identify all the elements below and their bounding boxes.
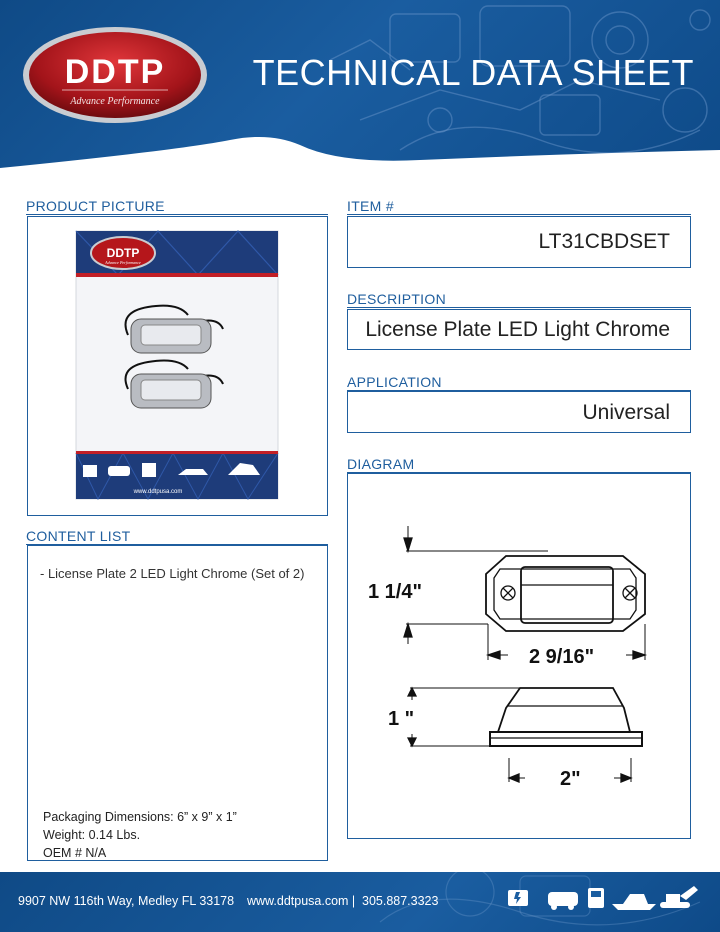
footer-website[interactable]: www.ddtpusa.com |: [247, 894, 356, 908]
content-list-label: CONTENT LIST: [26, 528, 131, 544]
application-value: Universal: [582, 401, 670, 424]
application-label: APPLICATION: [347, 374, 442, 390]
base-dimension-label: 2": [560, 768, 581, 790]
page-title: TECHNICAL DATA SHEET: [252, 52, 694, 93]
item-rule: [347, 214, 691, 215]
diagram-box: [347, 473, 691, 839]
page-footer: [0, 872, 720, 932]
content-item: - License Plate 2 LED Light Chrome (Set of 2): [40, 566, 305, 581]
truck-icon: [588, 888, 604, 908]
height-dimension-label: 1 1/4": [368, 581, 422, 603]
logo-tagline: Advance Performance: [70, 96, 160, 107]
product-picture-rule: [26, 214, 328, 215]
footer-address: 9907 NW 116th Way, Medley FL 33178: [18, 894, 235, 908]
item-label: ITEM #: [347, 198, 394, 214]
oem-number: OEM # N/A: [43, 846, 107, 860]
footer-vehicle-icons: [508, 884, 708, 924]
footer-phone: 305.887.3323: [362, 894, 439, 908]
boat-icon: [612, 894, 656, 910]
bag-logo-tagline: Advance Performance: [105, 260, 141, 265]
depth-dimension-label: 1 ": [388, 708, 415, 730]
description-value: License Plate LED Light Chrome: [365, 318, 670, 341]
product-picture-label: PRODUCT PICTURE: [26, 198, 165, 214]
application-box: [347, 391, 691, 433]
bag-logo-text: DDTP: [106, 246, 140, 260]
packaging-dimensions: Packaging Dimensions: 6” x 9” x 1”: [43, 810, 237, 824]
description-label: DESCRIPTION: [347, 291, 446, 307]
description-box: [347, 309, 691, 350]
width-dimension-label: 2 9/16": [529, 646, 595, 668]
dimension-diagram: [348, 474, 690, 838]
ddtp-logo: [22, 26, 208, 124]
description-rule: [347, 307, 691, 308]
product-image: [28, 217, 327, 515]
excavator-icon: [660, 886, 698, 908]
content-list-box: [27, 545, 328, 861]
weight: Weight: 0.14 Lbs.: [43, 828, 141, 842]
page-header: [0, 0, 720, 180]
generator-icon: [508, 890, 528, 906]
bus-icon: [548, 892, 578, 910]
logo-text: DDTP: [64, 53, 166, 91]
bag-url: www.ddtpusa.com: [133, 489, 183, 495]
item-number-box: [347, 216, 691, 268]
item-number-value: LT31CBDSET: [538, 230, 670, 253]
product-picture-box: [27, 216, 328, 516]
diagram-label: DIAGRAM: [347, 456, 415, 472]
